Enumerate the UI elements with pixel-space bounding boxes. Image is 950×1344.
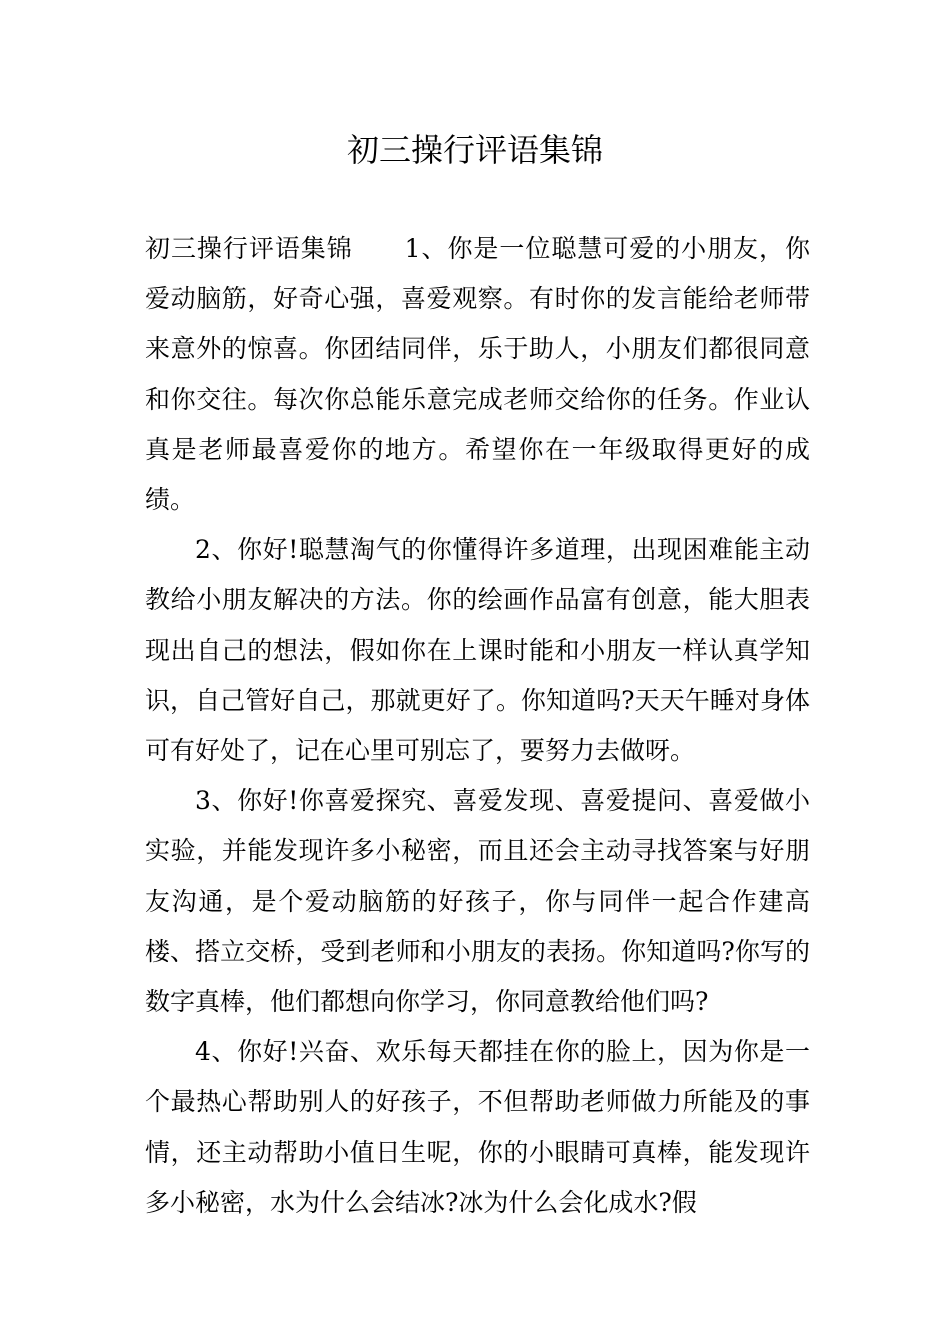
paragraph-2: 2、你好!聪慧淘气的你懂得许多道理，出现困难能主动教给小朋友解决的方法。你的绘画作品富有创意，能大胆表现出自己的想法，假如你在上课时能和小朋友一样认真学知识，自己管好自己，那就更好了。你知道吗?天天午睡对身体可有好处了，记在心里可别忘了，要努力去做呀。 xyxy=(145,535,810,766)
document-title: 初三操行评语集锦 xyxy=(346,131,603,169)
document-body xyxy=(145,224,810,1228)
paragraph-4: 4、你好!兴奋、欢乐每天都挂在你的脸上，因为你是一个最热心帮助别人的好孩子，不但帮助老师做力所能及的事情，还主动帮助小值日生呢，你的小眼睛可真棒，能发现许多小秘密，水为什么会结冰?冰为什么会化成水?假 xyxy=(145,1037,810,1217)
paragraph-3: 3、你好!你喜爱探究、喜爱发现、喜爱提问、喜爱做小实验，并能发现许多小秘密，而且还会主动寻找答案与好朋友沟通，是个爱动脑筋的好孩子，你与同伴一起合作建高楼、搭立交桥，受到老师和小朋友的表扬。你知道吗?你写的数字真棒，他们都想向你学习，你同意教给他们吗? xyxy=(145,786,810,1017)
paragraph-1: 初三操行评语集锦 1、你是一位聪慧可爱的小朋友，你爱动脑筋，好奇心强，喜爱观察。有时你的发言能给老师带来意外的惊喜。你团结同伴，乐于助人，小朋友们都很同意和你交往。每次你总能乐意完成老师交给你的任务。作业认真是老师最喜爱你的地方。希望你在一年级取得更好的成绩。 xyxy=(145,234,810,515)
